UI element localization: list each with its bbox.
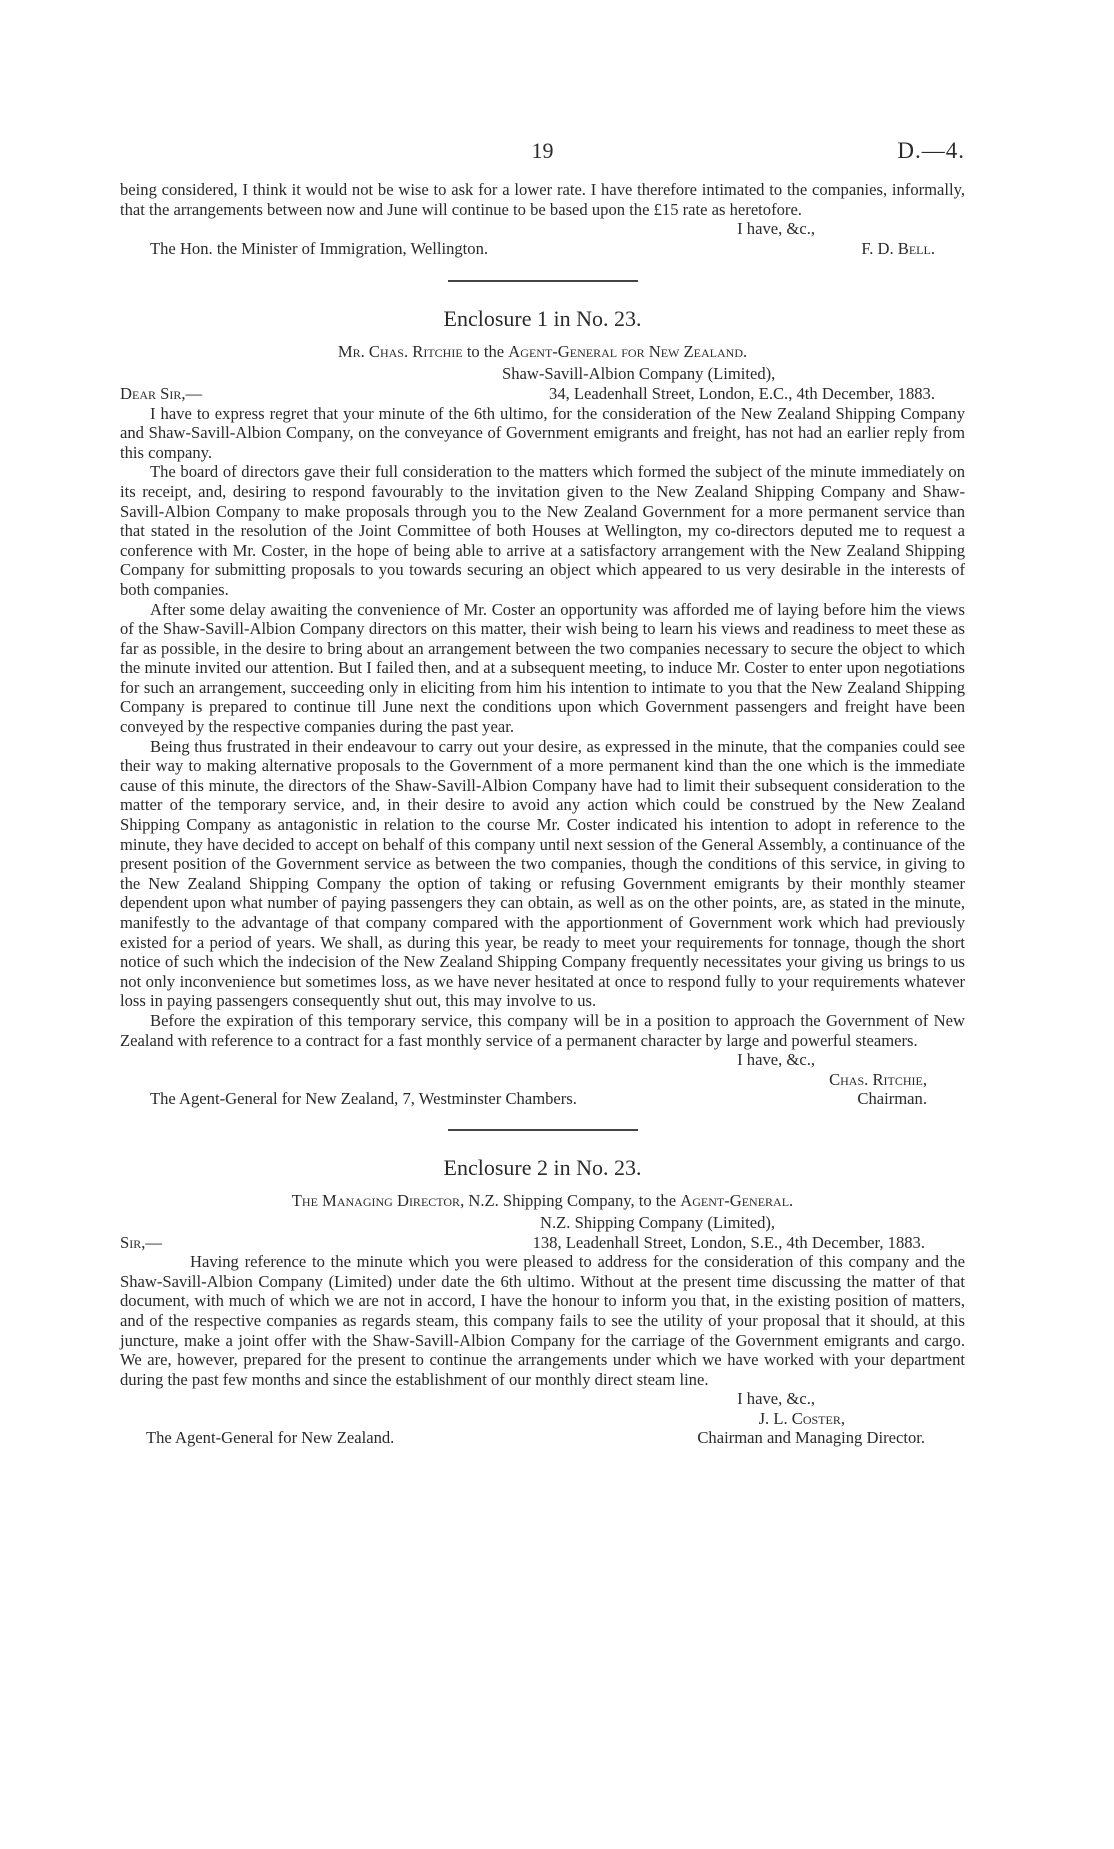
enclosure-2-paragraph-1: Having reference to the minute which you were pleased to address for the consideration of this company and the Shaw-Savill-Albion Company (Limited) under date the 6th ultimo. Without at the present time discussing the matter of that document, with much of which we are not in accord, I have the honour to inform you that, in the existing position of matters, and of the respective companies as regards steam, this company fails to see the utility of your proposal that it should, at this juncture, make a joint offer with the Shaw-Savill-Albion Company for the carriage of the Government emigrants and cargo. We are, however, prepared for the present to continue the arrangements under which we have worked with your department during the past few months and since the establishment of our monthly direct steam line. — [120, 1252, 965, 1389]
opening-paragraph: being considered, I think it would not be wise to ask for a lower rate. I have therefore intimated to the companies, informally, that the arrangements between now and June will continue to be based upon the £15 rate as heretofore. — [120, 180, 965, 219]
enclosure-2-address-line-1: N.Z. Shipping Company (Limited), — [540, 1212, 776, 1232]
enclosure-1-paragraph-5: Before the expiration of this temporary service, this company will be in a position to approach the Government of New Zealand with reference to a contract for a fast monthly service of a permanent character by large and powerful steamers. — [120, 1010, 965, 1050]
enclosure-1-addressee-row — [120, 1089, 965, 1109]
enclosure-2-heading-mid: , N.Z. Shipping Company, to the — [460, 1190, 681, 1210]
enclosure-2-sender: The Managing Director — [291, 1190, 461, 1210]
enclosure-1-heading — [120, 342, 965, 362]
opening-letter — [120, 180, 965, 258]
enclosure-2-address-line-2: 138, Leadenhall Street, London, S.E., 4th December, 1883. — [532, 1232, 925, 1252]
opening-addressee: The Hon. the Minister of Immigration, Wellington. — [150, 238, 489, 258]
enclosure-2 — [120, 1155, 965, 1448]
enclosure-1-address-line-2: 34, Leadenhall Street, London, E.C., 4th December, 1883. — [549, 383, 935, 403]
enclosure-2-salutation: Sir,— — [120, 1232, 162, 1252]
enclosure-1-salutation: Dear Sir,— — [120, 383, 203, 403]
enclosure-1-address-line-1: Shaw-Savill-Albion Company (Limited), — [502, 364, 776, 384]
enclosure-2-signature-name: J. L. Coster, — [758, 1408, 845, 1428]
enclosure-1-recipient: Agent-General for New Zealand. — [508, 342, 748, 362]
opening-signature: F. D. Bell. — [861, 238, 935, 258]
enclosure-1-sender: Mr. Chas. Ritchie — [337, 342, 463, 362]
opening-signature-row — [120, 239, 965, 259]
enclosure-2-addressee-row — [120, 1428, 965, 1448]
enclosure-1 — [120, 306, 965, 1109]
enclosure-1-paragraph-2: The board of directors gave their full consideration to the matters which formed the subject of the minute immediately on its receipt, and, desiring to respond favourably to the invitation given to the New Zealand Shipping Company and Shaw-Savill-Albion Company to make proposals through you to the New Zealand Government for a more permanent service than that stated in the resolution of the Joint Committee of both Houses at Wellington, my co-directors deputed me to request a conference with Mr. Coster, in the hope of being able to arrive at a satisfactory arrangement with the New Zealand Shipping Company for submitting proposals to you towards securing an object which appeared to us very desirable in the interests of both companies. — [120, 462, 965, 599]
document-reference: D.—4. — [897, 138, 965, 163]
opening-closing: I have, &c., — [737, 219, 815, 239]
enclosure-2-salutation-row — [120, 1233, 965, 1253]
enclosure-2-heading — [120, 1191, 965, 1211]
page-header — [120, 138, 965, 180]
enclosure-1-title: Enclosure 1 in No. 23. — [443, 306, 642, 332]
enclosure-1-paragraph-3: After some delay awaiting the convenience of Mr. Coster an opportunity was afforded me of laying before him the views of the Shaw-Savill-Albion Company directors on this matter, their wish being to learn his views and readiness to meet these as far as possible, in the desire to bring about an arrangement between the two companies necessary to secure the object to which the minute invited our attention. But I failed then, and at a subsequent meeting, to induce Mr. Coster to enter upon negotiations for such an arrangement, succeeding only in eliciting from him his intention to intimate to you that the New Zealand Shipping Company is prepared to continue till June next the conditions upon which Government passengers and freight have been conveyed by the respective companies during the past year. — [120, 599, 965, 737]
enclosure-1-closing: I have, &c., — [737, 1050, 815, 1070]
enclosure-1-heading-mid: to the — [462, 342, 509, 362]
enclosure-1-addressee: The Agent-General for New Zealand, 7, Westminster Chambers. — [150, 1089, 577, 1109]
enclosure-1-signature-name: Chas. Ritchie, — [829, 1069, 927, 1089]
enclosure-1-salutation-row — [120, 384, 965, 404]
enclosure-2-signature-title: Chairman and Managing Director. — [697, 1428, 925, 1448]
section-divider — [448, 1129, 638, 1131]
enclosure-1-paragraph-1: I have to express regret that your minute of the 6th ultimo, for the consideration of the New Zealand Shipping Company and Shaw-Savill-Albion Company, on the conveyance of Government emigrants and freight, has not had an earlier reply from this company. — [120, 403, 965, 462]
enclosure-2-closing: I have, &c., — [737, 1389, 815, 1409]
enclosure-1-paragraph-4: Being thus frustrated in their endeavour to carry out your desire, as expressed in the minute, that the companies could see their way to making alternative proposals to the Government of a more permanent kind than the one which is the immediate cause of this minute, the directors of the Shaw-Savill-Albion Company have had to limit their subsequent consideration to the matter of the temporary service, and, in their desire to avoid any action which could be construed by the New Zealand Shipping Company as antagonistic in relation to the course Mr. Coster indicated his intention to adopt in reference to the minute, they have decided to accept on behalf of this company until next session of the General Assembly, a continuance of the present position of the Government service as between the two companies, though the conditions of this service, in giving to the New Zealand Shipping Company the option of taking or refusing Government emigrants by their monthly steamer dependent upon what number of paying passengers they can obtain, as well as on the other points, are, as stated in the minute, manifestly to the advantage of that company compared with the apportionment of Government work which had previously existed for a period of years. We shall, as during this year, be ready to meet your requirements for tonnage, though the short notice of such which the indecision of the New Zealand Shipping Company frequently necessitates your giving us brings to us not only inconvenience but sometimes loss, as we have never hesitated at once to respond fully to your requirements whatever loss in paying passengers consequently shut out, this may involve to us. — [120, 736, 965, 1011]
enclosure-2-recipient: Agent-General. — [680, 1190, 794, 1210]
enclosure-2-title: Enclosure 2 in No. 23. — [443, 1154, 642, 1180]
enclosure-2-addressee: The Agent-General for New Zealand. — [146, 1428, 395, 1448]
enclosure-1-signature-title: Chairman. — [857, 1089, 927, 1109]
page-number: 19 — [531, 138, 554, 163]
section-divider — [448, 280, 638, 282]
document-page — [120, 138, 965, 1448]
